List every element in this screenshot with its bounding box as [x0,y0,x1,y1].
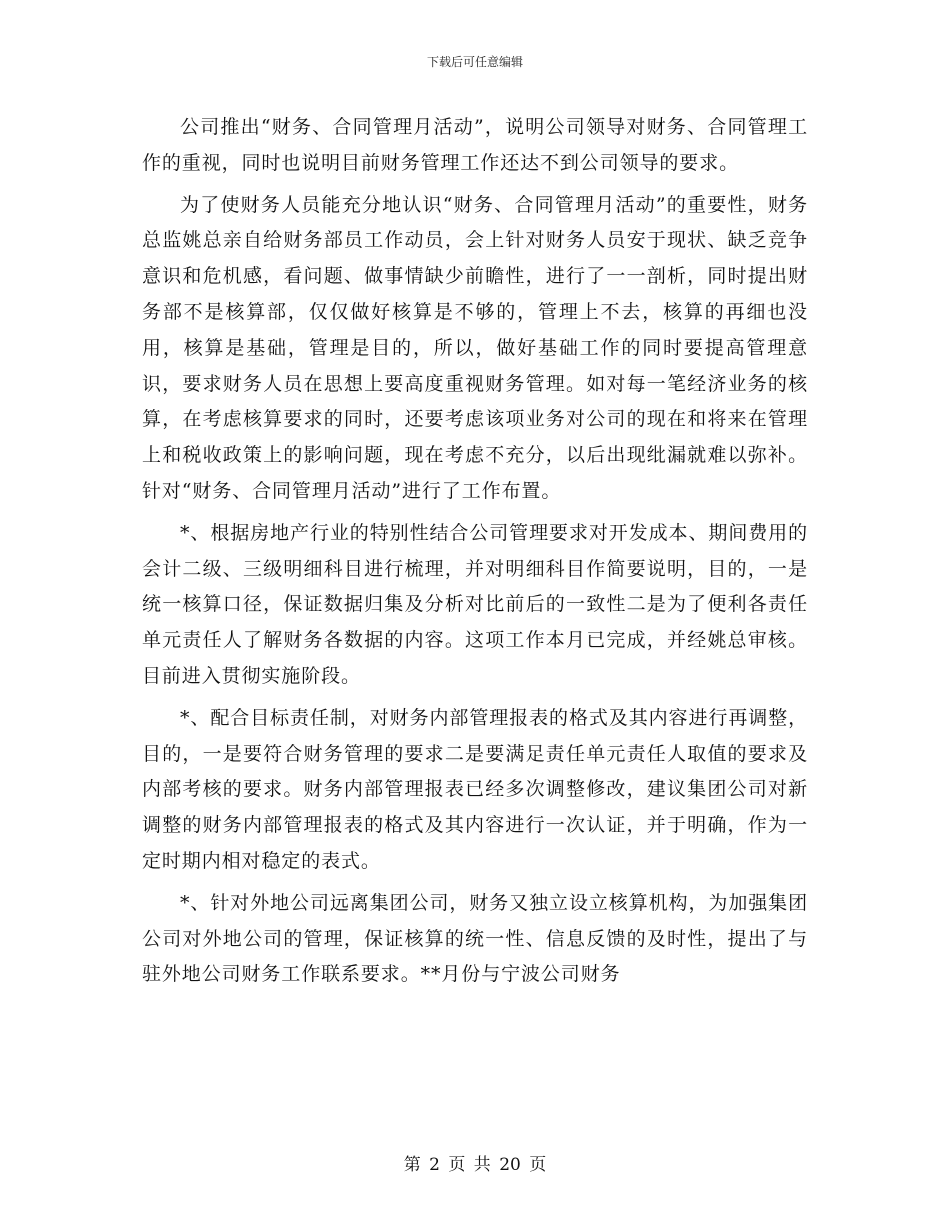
paragraph-1: 公司推出“财务、合同管理月活动”，说明公司领导对财务、合同管理工作的重视，同时也说明目前财务管理工作还达不到公司领导的要求。 [142,116,808,174]
paragraph-5: *、针对外地公司远离集团公司，财务又独立设立核算机构，为加强集团公司对外地公司的管理，保证核算的统一性、信息反馈的及时性，提出了与驻外地公司财务工作联系要求。**月份与宁波公司财务 [142,891,808,986]
paragraph-2: 为了使财务人员能充分地认识“财务、合同管理月活动”的重要性，财务总监姚总亲自给财务部员工作动员，会上针对财务人员安于现状、缺乏竞争意识和危机感，看问题、做事情缺少前瞻性，进行了一一剖析，同时提出财务部不是核算部，仅仅做好核算是不够的，管理上不去，核算的再细也没用，核算是基础，管理是目的，所以，做好基础工作的同时要提高管理意识，要求财务人员在思想上要高度重视财务管理。如对每一笔经济业务的核算，在考虑核算要求的同时，还要考虑该项业务对公司的现在和将来在管理上和税收政策上的影响问题，现在考虑不充分，以后出现纰漏就难以弥补。针对“财务、合同管理月活动”进行了工作布置。 [142,193,808,502]
paragraph-4: *、配合目标责任制，对财务内部管理报表的格式及其内容进行再调整，目的，一是要符合财务管理的要求二是要满足责任单元责任人取值的要求及内部考核的要求。财务内部管理报表已经多次调整修改，建议集团公司对新调整的财务内部管理报表的格式及其内容进行一次认证，并于明确，作为一定时期内相对稳定的表式。 [142,706,808,872]
paragraph-3: *、根据房地产行业的特别性结合公司管理要求对开发成本、期间费用的会计二级、三级明细科目进行梳理，并对明细科目作简要说明，目的，一是统一核算口径，保证数据归集及分析对比前后的一致性二是为了便利各责任单元责任人了解财务各数据的内容。这项工作本月已完成，并经姚总审核。目前进入贯彻实施阶段。 [142,521,808,687]
page-number: 第 2 页 共 20 页 [403,1155,547,1175]
header-note: 下载后可任意编辑 [426,55,523,69]
document-body [142,110,808,999]
